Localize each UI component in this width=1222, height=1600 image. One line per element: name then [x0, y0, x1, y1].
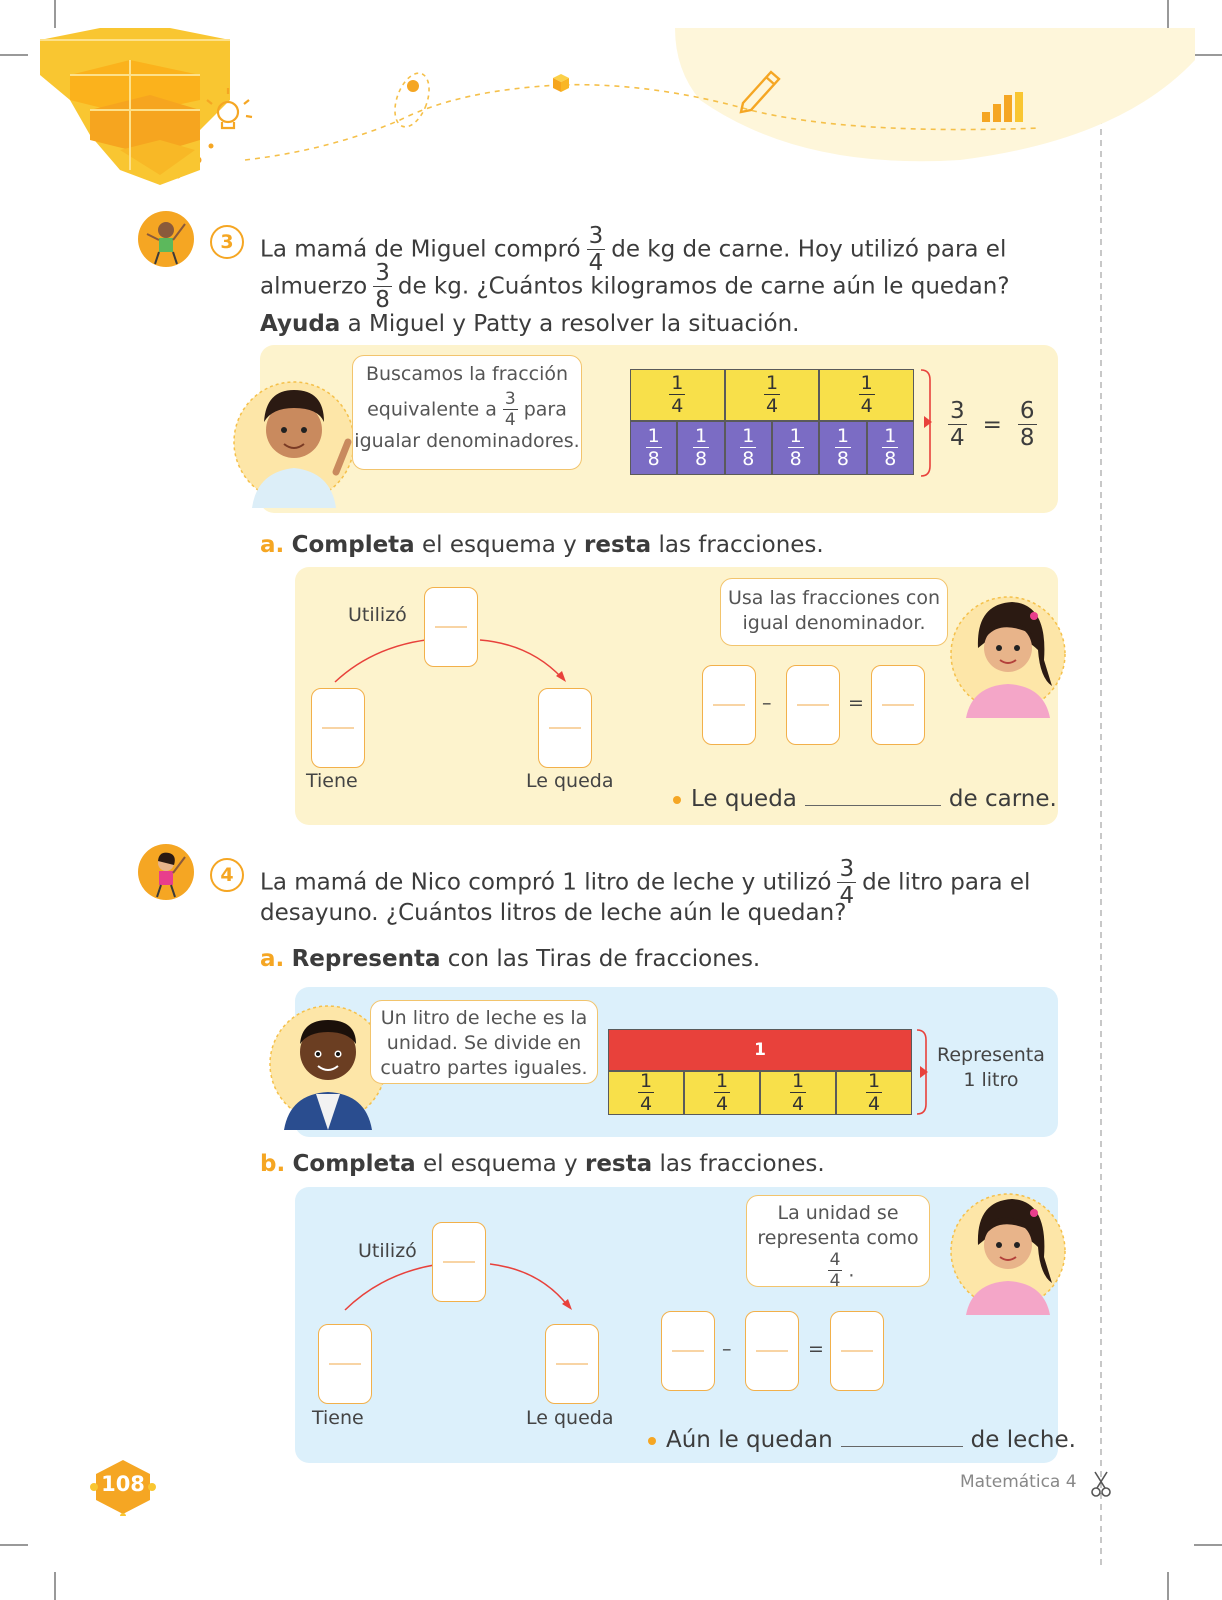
fraction-strip-cell: [772, 421, 819, 475]
fraction-strip-cell: [819, 421, 866, 475]
bracket-icon: [914, 1028, 936, 1116]
fraction-strip-cell: [677, 421, 724, 475]
fraction-strip-cell: [867, 421, 914, 475]
cube-stack-icon: [40, 28, 230, 185]
fraction: $\frac{6}{8}$: [1019, 398, 1035, 451]
fraction: $\frac{3}{4}$: [504, 389, 516, 430]
label-utilizo: Utilizó: [348, 604, 407, 626]
strip-unit-cell: 1: [608, 1029, 912, 1071]
answer-box-tiene[interactable]: [311, 688, 365, 768]
question-number-3: 3: [210, 225, 244, 259]
minus-sign: –: [762, 692, 772, 714]
q4-answer-line: Aún le quedan de leche.: [648, 1423, 1076, 1457]
question-number-4: 4: [210, 858, 244, 892]
represents-label: Representa 1 litro: [937, 1044, 1045, 1091]
fraction: $\frac{1}{4}$: [671, 372, 684, 417]
strip-quarters: [630, 369, 914, 421]
answer-box-utilizo-2[interactable]: [432, 1222, 486, 1302]
subtraction-box-2-q4[interactable]: [745, 1311, 799, 1391]
subtraction-box-1[interactable]: [702, 665, 756, 745]
fraction: $\frac{4}{4}$: [829, 1250, 841, 1291]
fraction-strip-cell: [630, 369, 725, 421]
label-le-queda-2: Le queda: [526, 1407, 614, 1429]
fraction: $\frac{1}{4}$: [860, 372, 873, 417]
speech-bubble-nico: Un litro de leche es la unidad. Se divide en cuatro partes iguales.: [370, 1000, 598, 1084]
answer-blank[interactable]: [805, 805, 941, 806]
fraction: $\frac{1}{8}$: [789, 425, 802, 470]
subtraction-box-1-q4[interactable]: [661, 1311, 715, 1391]
q3-line3: Ayuda a Miguel y Patty a resolver la situación.: [260, 311, 800, 337]
q4-line2: desayuno. ¿Cuántos litros de leche aún le quedan?: [260, 900, 847, 926]
fraction: $\frac{1}{4}$: [639, 1070, 653, 1115]
label-utilizo-2: Utilizó: [358, 1240, 417, 1262]
minus-sign: –: [722, 1338, 732, 1360]
fraction-strip-cell: [819, 369, 914, 421]
q3-line2: almuerzo $\frac{3}{8}$ de kg. ¿Cuántos kilogramos de carne aún le quedan?: [260, 260, 1010, 313]
q4-line1: La mamá de Nico compró 1 litro de leche y utilizó $\frac{3}{4}$ de litro para el: [260, 856, 1031, 909]
q3-answer-line: Le queda de carne.: [673, 782, 1057, 816]
speech-bubble-patty-2: La unidad se representa como $\frac{4}{4}$ .: [746, 1195, 930, 1287]
header-decoration: [0, 0, 1222, 200]
answer-box-le-queda[interactable]: [538, 688, 592, 768]
fraction: $\frac{1}{4}$: [791, 1070, 805, 1115]
subtraction-box-result-q4[interactable]: [830, 1311, 884, 1391]
answer-box-le-queda-2[interactable]: [545, 1324, 599, 1404]
fraction-strip-cell: [608, 1071, 684, 1115]
fraction: $\frac{1}{8}$: [694, 425, 708, 470]
fraction: $\frac{1}{8}$: [884, 425, 897, 470]
q3-part-a: a. Completa el esquema y resta las fracciones.: [260, 532, 824, 558]
miguel-avatar-icon: [137, 210, 195, 268]
book-title: Matemática 4: [960, 1472, 1077, 1492]
equals-sign: =: [808, 1338, 824, 1360]
bullet-icon: [648, 1437, 656, 1445]
subtraction-box-2[interactable]: [786, 665, 840, 745]
fraction-strip-quarters-eighths: [630, 369, 914, 477]
bracket-icon: [918, 368, 940, 478]
equivalence-equation: $\frac{3}{4}$ = $\frac{6}{8}$: [950, 398, 1035, 451]
miguel-portrait: [232, 372, 356, 508]
fraction: $\frac{1}{8}$: [836, 425, 850, 470]
label-le-queda: Le queda: [526, 770, 614, 792]
fraction: $\frac{3}{4}$: [950, 398, 965, 451]
fraction-strip-cell: [725, 369, 820, 421]
fraction: $\frac{1}{8}$: [647, 425, 660, 470]
fraction: $\frac{1}{8}$: [742, 425, 755, 470]
equals-sign: =: [848, 692, 864, 714]
nico-avatar-icon: [137, 843, 195, 901]
fraction-strip-cell: [836, 1071, 912, 1115]
patty-portrait: [948, 590, 1068, 718]
bullet-icon: [673, 796, 681, 804]
fraction: $\frac{3}{4}$: [839, 856, 855, 909]
fraction-strip-cell: [760, 1071, 836, 1115]
strip-unit: [608, 1029, 912, 1071]
fraction: $\frac{1}{4}$: [715, 1070, 729, 1115]
page-number: 108: [101, 1472, 145, 1496]
strip-quarters: [608, 1071, 912, 1115]
fraction: $\frac{1}{4}$: [765, 372, 779, 417]
q4-part-b: b. Completa el esquema y resta las fracciones.: [260, 1151, 825, 1177]
small-cube-icon: [553, 74, 569, 92]
fraction: $\frac{3}{8}$: [375, 260, 390, 313]
answer-blank[interactable]: [841, 1446, 963, 1447]
answer-box-tiene-2[interactable]: [318, 1324, 372, 1404]
scissors-icon: [1090, 1470, 1112, 1498]
speech-bubble-patty: Usa las fracciones con igual denominador.: [720, 578, 948, 646]
q4-part-a: a. Representa con las Tiras de fracciones.: [260, 946, 761, 972]
fraction: $\frac{1}{4}$: [867, 1070, 881, 1115]
speech-bubble-miguel: Buscamos la fracción equivalente a $\frac{3}{4}$ para igualar denominadores.: [352, 355, 582, 470]
fraction-strip-cell: [725, 421, 772, 475]
fraction-strip-cell: [684, 1071, 760, 1115]
label-tiene: Tiene: [306, 770, 358, 792]
fraction-strip-cell: [630, 421, 677, 475]
strip-eighths: [630, 421, 914, 475]
q3-line1: La mamá de Miguel compró $\frac{3}{4}$ de kg de carne. Hoy utilizó para el: [260, 223, 1007, 276]
fraction: $\frac{3}{4}$: [588, 223, 604, 276]
patty-portrait-2: [948, 1187, 1068, 1315]
label-tiene-2: Tiene: [312, 1407, 364, 1429]
fraction-strip-unit-quarters: [608, 1029, 912, 1115]
subtraction-box-result[interactable]: [871, 665, 925, 745]
answer-box-utilizo[interactable]: [424, 587, 478, 667]
